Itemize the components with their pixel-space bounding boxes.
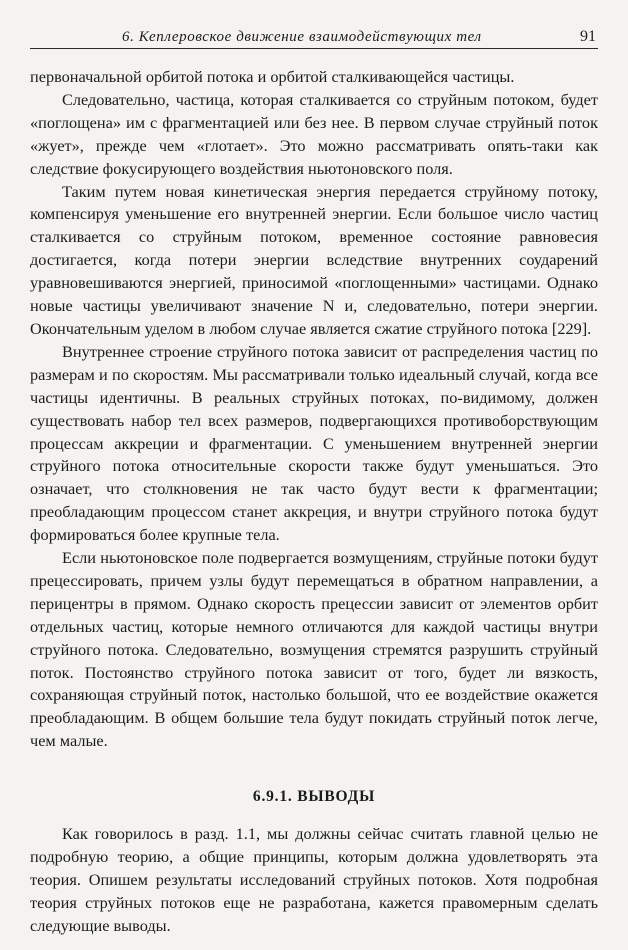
page-number: 91: [580, 28, 596, 45]
book-page: [30, 0, 598, 950]
running-title: 6. Кеплеровское движение взаимодействующих тел: [122, 29, 482, 45]
paragraph-energy: Таким путем новая кинетическая энергия передается струйному потоку, компенсируя уменьшение его внутренней энергии. Если большое число частиц сталкивается со струйным потоком, временное состояние равновесия достигается, когда потери энергии вследствие внутренних соударений уравновешиваются энергией, приносимой «поглощенными» частицами. Однако новые частицы увеличивают значение N и, следовательно, потери энергии. Окончательным уделом в любом случае является сжатие струйного потока [229].: [30, 181, 598, 338]
running-head: [30, 26, 598, 49]
paragraph-precession: Если ньютоновское поле подвергается возмущениям, струйные потоки будут прецессировать, причем узлы будут перемещаться в обратном направлении, а перицентры в прямом. Однако скорость прецессии зависит от элементов орбит отдельных частиц, которые немного отличаются для каждой частицы внутри струйного потока. Следовательно, возмущения стремятся разрушить струйный поток. Постоянство струйного потока зависит от того, будет ли вязкость, сохраняющая струйный поток, настолько большой, что ее воздействие окажется преобладающим. В общем большие тела будут покидать струйный поток легче, чем малые.: [30, 548, 598, 751]
body-text: [30, 66, 598, 938]
paragraph-continuation: первоначальной орбитой потока и орбитой сталкивающейся частицы.: [30, 67, 515, 86]
paragraph-conclusions: Как говорилось в разд. 1.1, мы должны сейчас считать главной целью не подробную теорию, а общие принципы, которым должна удовлетворять эта теория. Опишем результаты исследований струйных потоков. Хотя подробная теория струйных потоков еще не разработана, кажется правомерным сделать следующие выводы.: [30, 824, 598, 935]
section-heading: 6.9.1. ВЫВОДЫ: [252, 788, 376, 806]
paragraph-absorption: Следовательно, частица, которая сталкивается со струйным потоком, будет «поглощена» им с фрагментацией или без нее. В первом случае струйный поток «жует», прежде чем «глотает». Это можно рассматривать опять-таки как следствие фокусирующего воздействия ньютоновского поля.: [30, 89, 598, 178]
paragraph-structure: Внутреннее строение струйного потока зависит от распределения частиц по размерам и по скоростям. Мы рассматривали только идеальный случай, когда все частицы идентичны. В реальных струйных потоках, по-видимому, должен существовать набор тел всех размеров, подвергающихся противоборствующим процессам аккреции и фрагментации. С уменьшением внутренней энергии струйного потока относительные скорости также будут уменьшаться. Это означает, что столкновения не так часто будут вести к фрагментации; преобладающим процессом станет аккреция, и внутри струйного потока будут формироваться более крупные тела.: [30, 341, 598, 545]
